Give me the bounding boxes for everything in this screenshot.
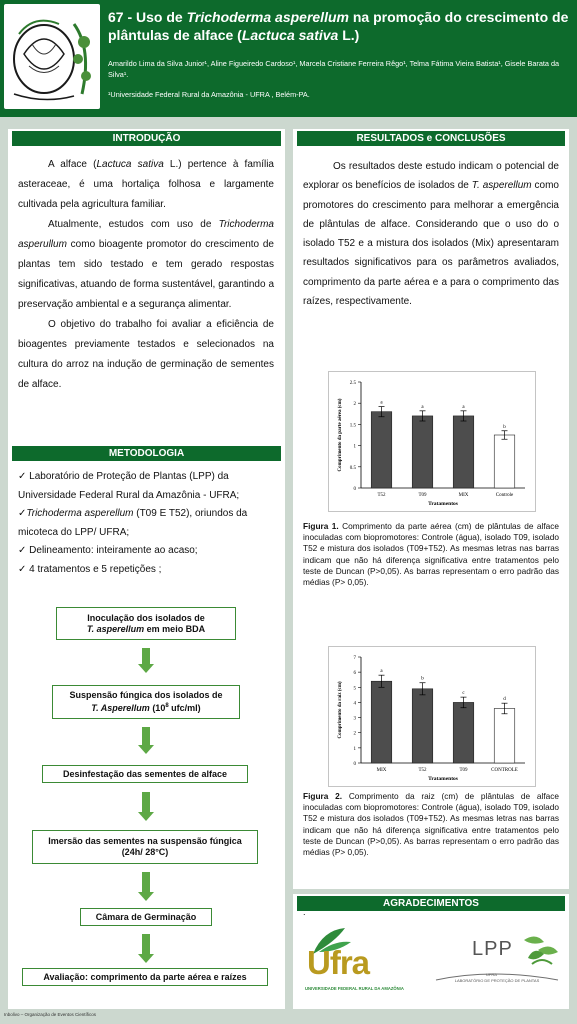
- bar: [412, 416, 433, 488]
- bar: [494, 708, 515, 763]
- flow-step-suspensao: Suspensão fúngica dos isolados de T. Asperellum ($10^8$ ufc/ml): [52, 685, 240, 719]
- x-tick-label: T09: [459, 768, 468, 773]
- x-tick-label: MIX: [376, 768, 387, 773]
- y-tick-label: 2: [353, 731, 356, 737]
- y-tick-label: 1.5: [349, 423, 356, 429]
- figure-2-caption: Figura 2. Comprimento da raiz (cm) de plântulas de alface inoculadas com biopromotores: Controle (água), isolado T09, isolado T52 e mistura dos isolados (T09+T52). As mesmas letras nas barras indicam que não há diferença significativa entre tratamentos pelo teste de Duncan (P>0,05). As barras representam o erro padrão das médias (P> 0,05).: [303, 791, 560, 858]
- y-tick-label: 6: [353, 671, 356, 677]
- flow-step-avaliacao: Avaliação: comprimento da parte aérea e raízes: [22, 968, 268, 986]
- list-item: ✓ 4 tratamentos e 5 repetições ;: [18, 563, 162, 575]
- resultados-paragraph: Os resultados deste estudo indicam o potencial de explorar os benefícios de isolados de T. asperellum como promotores do crescimento para melhorar a emergência de plântulas de alface. Considerando que o uso do o isolado T52 e a mistura dos isolados (Mix) apresentaram resultados significativos para os parâmetros avaliados, comprimento da parte aérea e a para o comprimento das raízes, respectivamente.: [303, 161, 559, 308]
- x-axis-title: Tratamentos: [428, 501, 458, 507]
- lettuce-drawing-icon: [4, 4, 100, 109]
- resultados-heading: RESULTADOS e CONCLUSÕES: [297, 131, 565, 146]
- intro-paragraph-2: Atualmente, estudos com uso de Trichoderma asperullum como bioagente promotor do crescimento de plantas tem sido testado e tem gerado respostas significativas, atuando de forma sustentável, garantindo a preservação ambiental e a segurança alimentar.: [18, 219, 274, 310]
- flow-step-camara: Câmara de Germinação: [80, 908, 212, 926]
- y-tick-label: 3: [353, 716, 356, 722]
- y-tick-label: 4: [353, 701, 356, 707]
- poster-header: [0, 0, 577, 117]
- metodologia-list: [18, 468, 276, 579]
- introducao-body: [18, 155, 274, 395]
- intro-paragraph-1: A alface (Lactuca sativa L.) pertence à família asteraceae, é uma hortaliça folhosa e largamente cultivada pela agricultura familiar.: [18, 159, 274, 210]
- bar: [412, 689, 433, 763]
- y-tick-label: 7: [353, 656, 356, 661]
- lpp-logo-ufra: UFRA: [486, 972, 497, 977]
- y-tick-label: 2: [353, 402, 356, 408]
- agradecimentos-dot: .: [303, 907, 306, 917]
- bar: [371, 412, 392, 488]
- x-axis-title: Tratamentos: [428, 776, 458, 782]
- footer-credit: Inbolivo – Organização de Eventos Científicos: [4, 1012, 97, 1017]
- y-tick-label: 0: [353, 487, 356, 492]
- poster-title: 67 - Uso de Trichoderma asperellum na promoção do crescimento de plântulas de alface (Lactuca sativa L.): [108, 9, 569, 43]
- significance-letter: a: [462, 404, 465, 410]
- significance-letter: b: [503, 424, 506, 430]
- bar: [371, 681, 392, 763]
- author-list: Amarildo Lima da Silva Junior¹, Aline Figueiredo Cardoso¹, Marcela Cristiane Ferreira Rêgo¹, Telma Fátima Vieira Batista¹, Gisele Barata da Silva¹.: [108, 59, 560, 79]
- chart-1-container: [328, 371, 536, 512]
- bar: [494, 435, 515, 488]
- lettuce-illustration-logo: [4, 4, 100, 109]
- figure-1-caption: Figura 1. Comprimento da parte aérea (cm) de plântulas de alface inoculadas com biopromotores: Controle (água), isolado T09, isolado T52 e mistura dos isolados (T09+T52). As mesmas letras nas barras indicam que não há diferença significativa entre tratamentos pelo teste de Duncan (P>0,05). As barras representam o erro padrão das médias (P> 0,05).: [303, 521, 560, 588]
- ufra-logo-text: Ufra: [307, 944, 370, 981]
- y-tick-label: 2.5: [349, 381, 356, 386]
- lpp-logo: [432, 932, 562, 996]
- significance-letter: c: [462, 691, 465, 697]
- lpp-logo-subtitle: LABORATÓRIO DE PROTEÇÃO DE PLANTAS: [454, 978, 540, 983]
- intro-paragraph-3: O objetivo do trabalho foi avaliar a eficiência de bioagentes previamente testados e selecionados na cultura do arroz na indução de germinação de sementes de alface.: [18, 319, 274, 390]
- bar: [453, 416, 474, 488]
- x-tick-label: T09: [418, 493, 427, 498]
- chart-parte-aerea: [329, 372, 535, 511]
- x-tick-label: Controle: [495, 493, 514, 498]
- x-tick-label: T52: [377, 493, 386, 498]
- flow-step-imersao: Imersão das sementes na suspensão fúngica (24h/ 28°C): [32, 830, 258, 864]
- affiliation: ¹Universidade Federal Rural da Amazônia - UFRA , Belém-PA.: [108, 90, 310, 99]
- significance-letter: d: [503, 697, 506, 703]
- list-item: ✓Trichoderma asperellum (T09 E T52), oriundos da micoteca do LPP/ UFRA;: [18, 508, 248, 538]
- y-tick-label: 1: [353, 444, 356, 450]
- y-tick-label: 1: [353, 746, 356, 752]
- significance-letter: b: [421, 676, 424, 682]
- x-tick-label: T52: [418, 768, 427, 773]
- y-tick-label: 0.5: [349, 465, 356, 471]
- flow-step-inoculacao: Inoculação dos isolados de T. asperellum em meio BDA: [56, 607, 236, 640]
- list-item: ✓ Laboratório de Proteção de Plantas (LPP) da Universidade Federal Rural da Amazônia - UFRA;: [18, 471, 240, 501]
- bar: [453, 702, 474, 763]
- significance-letter: a: [380, 669, 383, 675]
- y-axis-title: Comprimento da parte aérea (cm): [338, 398, 343, 472]
- y-axis-title: Comprimento da raiz (cm): [338, 681, 343, 739]
- y-tick-label: 5: [353, 686, 356, 692]
- x-tick-label: CONTROLE: [491, 768, 518, 773]
- chart-2-container: [328, 646, 536, 787]
- list-item: ✓ Delineamento: inteiramente ao acaso;: [18, 545, 198, 556]
- flow-step-desinfestacao: Desinfestação das sementes de alface: [42, 765, 248, 783]
- y-tick-label: 0: [353, 762, 356, 767]
- significance-letter: a: [380, 400, 383, 406]
- ufra-logo-subtitle: UNIVERSIDADE FEDERAL RURAL DA AMAZÔNIA: [305, 986, 404, 991]
- introducao-heading: INTRODUÇÃO: [12, 131, 281, 146]
- agradecimentos-heading: AGRADECIMENTOS: [297, 896, 565, 911]
- metodologia-heading: METODOLOGIA: [12, 446, 281, 461]
- significance-letter: a: [421, 404, 424, 410]
- lpp-logo-text: LPP: [472, 938, 513, 960]
- ufra-logo: [305, 922, 415, 998]
- x-tick-label: MIX: [458, 493, 469, 498]
- chart-raiz: [329, 647, 535, 786]
